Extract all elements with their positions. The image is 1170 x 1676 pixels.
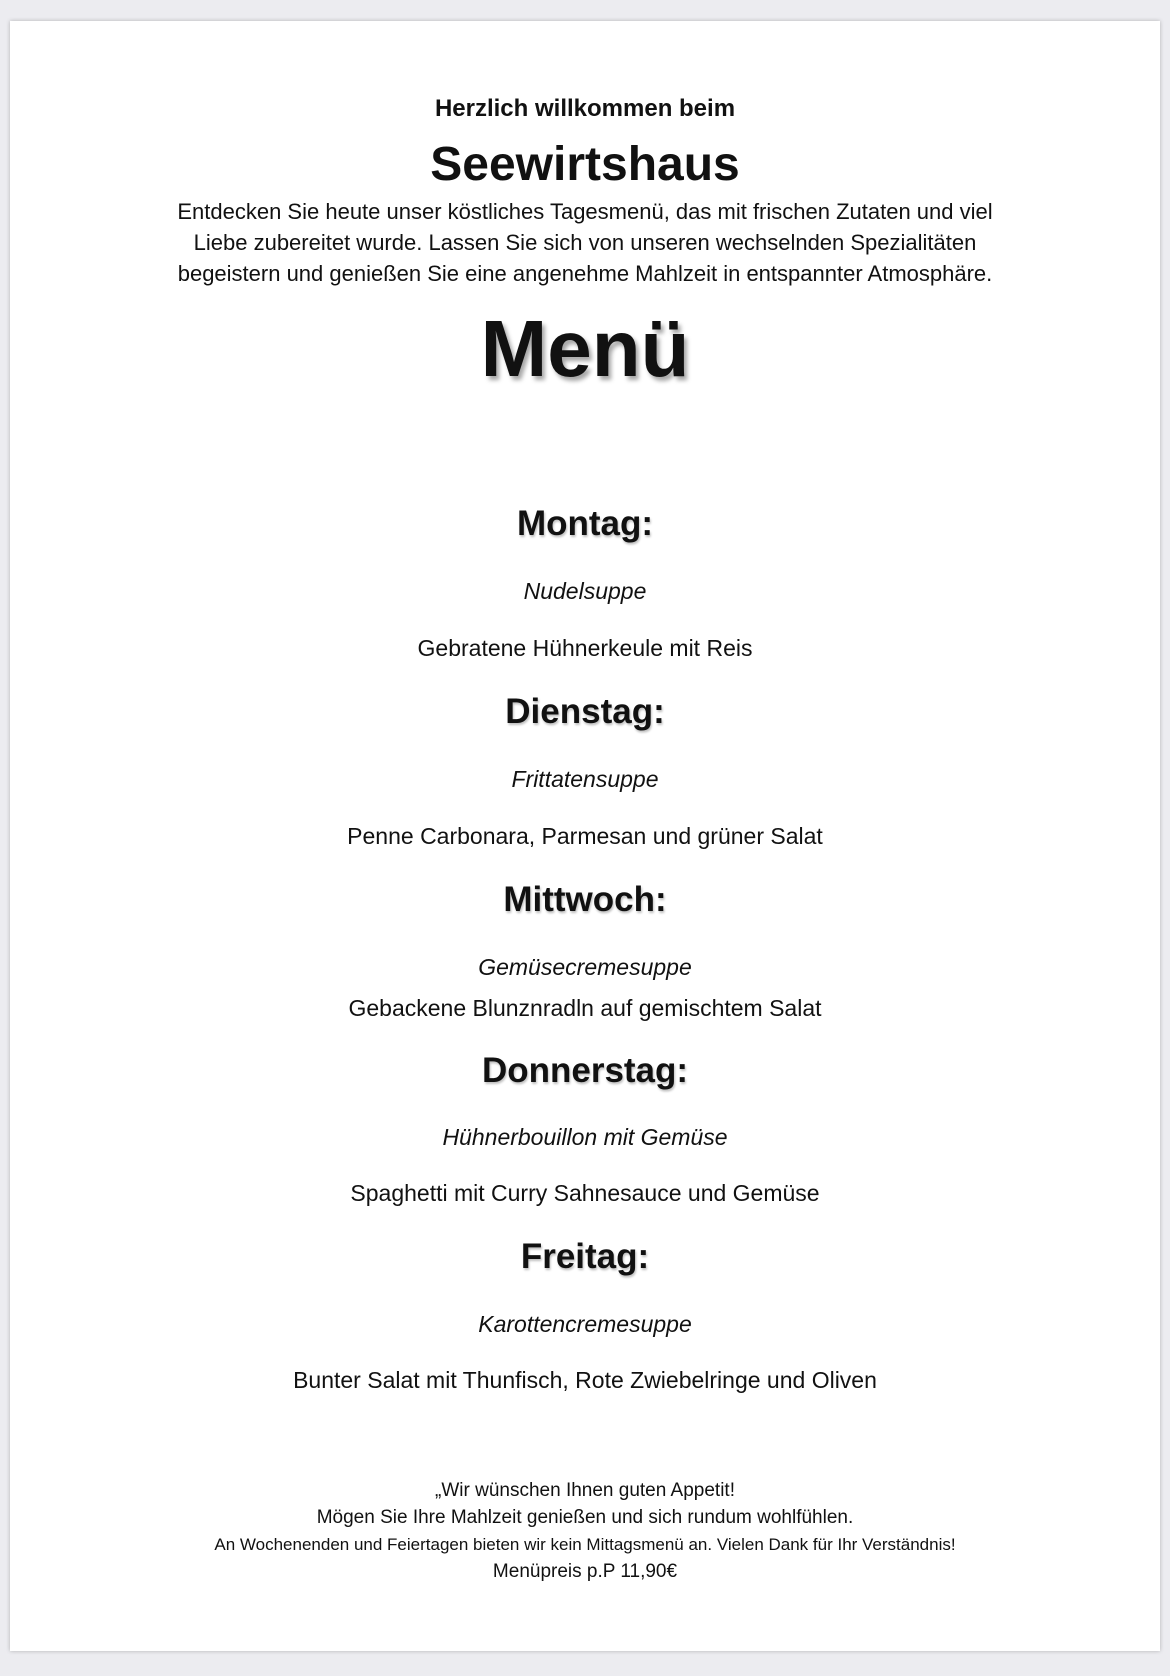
day-heading-friday: Freitag: <box>520 1237 650 1276</box>
day-heading-thursday: Donnerstag: <box>481 1051 689 1090</box>
day-heading-wednesday: Mittwoch: <box>503 880 667 919</box>
menu-document-page <box>10 21 1160 1651</box>
footer-notice: An Wochenenden und Feiertagen bieten wir kein Mittagsmenü an. Vielen Dank für Ihr Verständnis! <box>214 1535 956 1554</box>
soup-tuesday: Frittatensuppe <box>511 766 659 792</box>
menu-title: Menü <box>480 304 690 393</box>
day-heading-tuesday: Dienstag: <box>505 692 665 731</box>
soup-thursday: Hühnerbouillon mit Gemüse <box>442 1124 728 1150</box>
soup-monday: Nudelsuppe <box>523 578 647 604</box>
soup-friday: Karottencremesuppe <box>478 1311 692 1337</box>
footer-note <box>10 1477 1160 1585</box>
main-dish-monday: Gebratene Hühnerkeule mit Reis <box>417 635 753 661</box>
intro-line: begeistern und genießen Sie eine angenehme Mahlzeit in entspannter Atmosphäre. <box>177 261 993 286</box>
menu-price: Menüpreis p.P 11,90€ <box>492 1561 678 1582</box>
soup-wednesday: Gemüsecremesuppe <box>478 954 692 980</box>
footer-wish: Mögen Sie Ihre Mahlzeit genießen und sich rundum wohlfühlen. <box>316 1507 854 1528</box>
footer-greeting: „Wir wünschen Ihnen guten Appetit! <box>435 1480 735 1501</box>
intro-line: Liebe zubereitet wurde. Lassen Sie sich von unseren wechselnden Spezialitäten <box>193 230 977 255</box>
main-dish-friday: Bunter Salat mit Thunfisch, Rote Zwiebelringe und Oliven <box>293 1367 877 1393</box>
main-dish-thursday: Spaghetti mit Curry Sahnesauce und Gemüse <box>350 1180 820 1206</box>
day-heading-monday: Montag: <box>516 504 654 543</box>
main-dish-wednesday: Gebackene Blunznradln auf gemischtem Salat <box>348 995 822 1021</box>
intro-line: Entdecken Sie heute unser köstliches Tagesmenü, das mit frischen Zutaten und viel <box>177 199 993 224</box>
intro-paragraph <box>140 196 1030 289</box>
main-dish-tuesday: Penne Carbonara, Parmesan und grüner Salat <box>347 823 823 849</box>
restaurant-name: Seewirtshaus <box>430 138 740 191</box>
welcome-line: Herzlich willkommen beim <box>434 95 736 122</box>
